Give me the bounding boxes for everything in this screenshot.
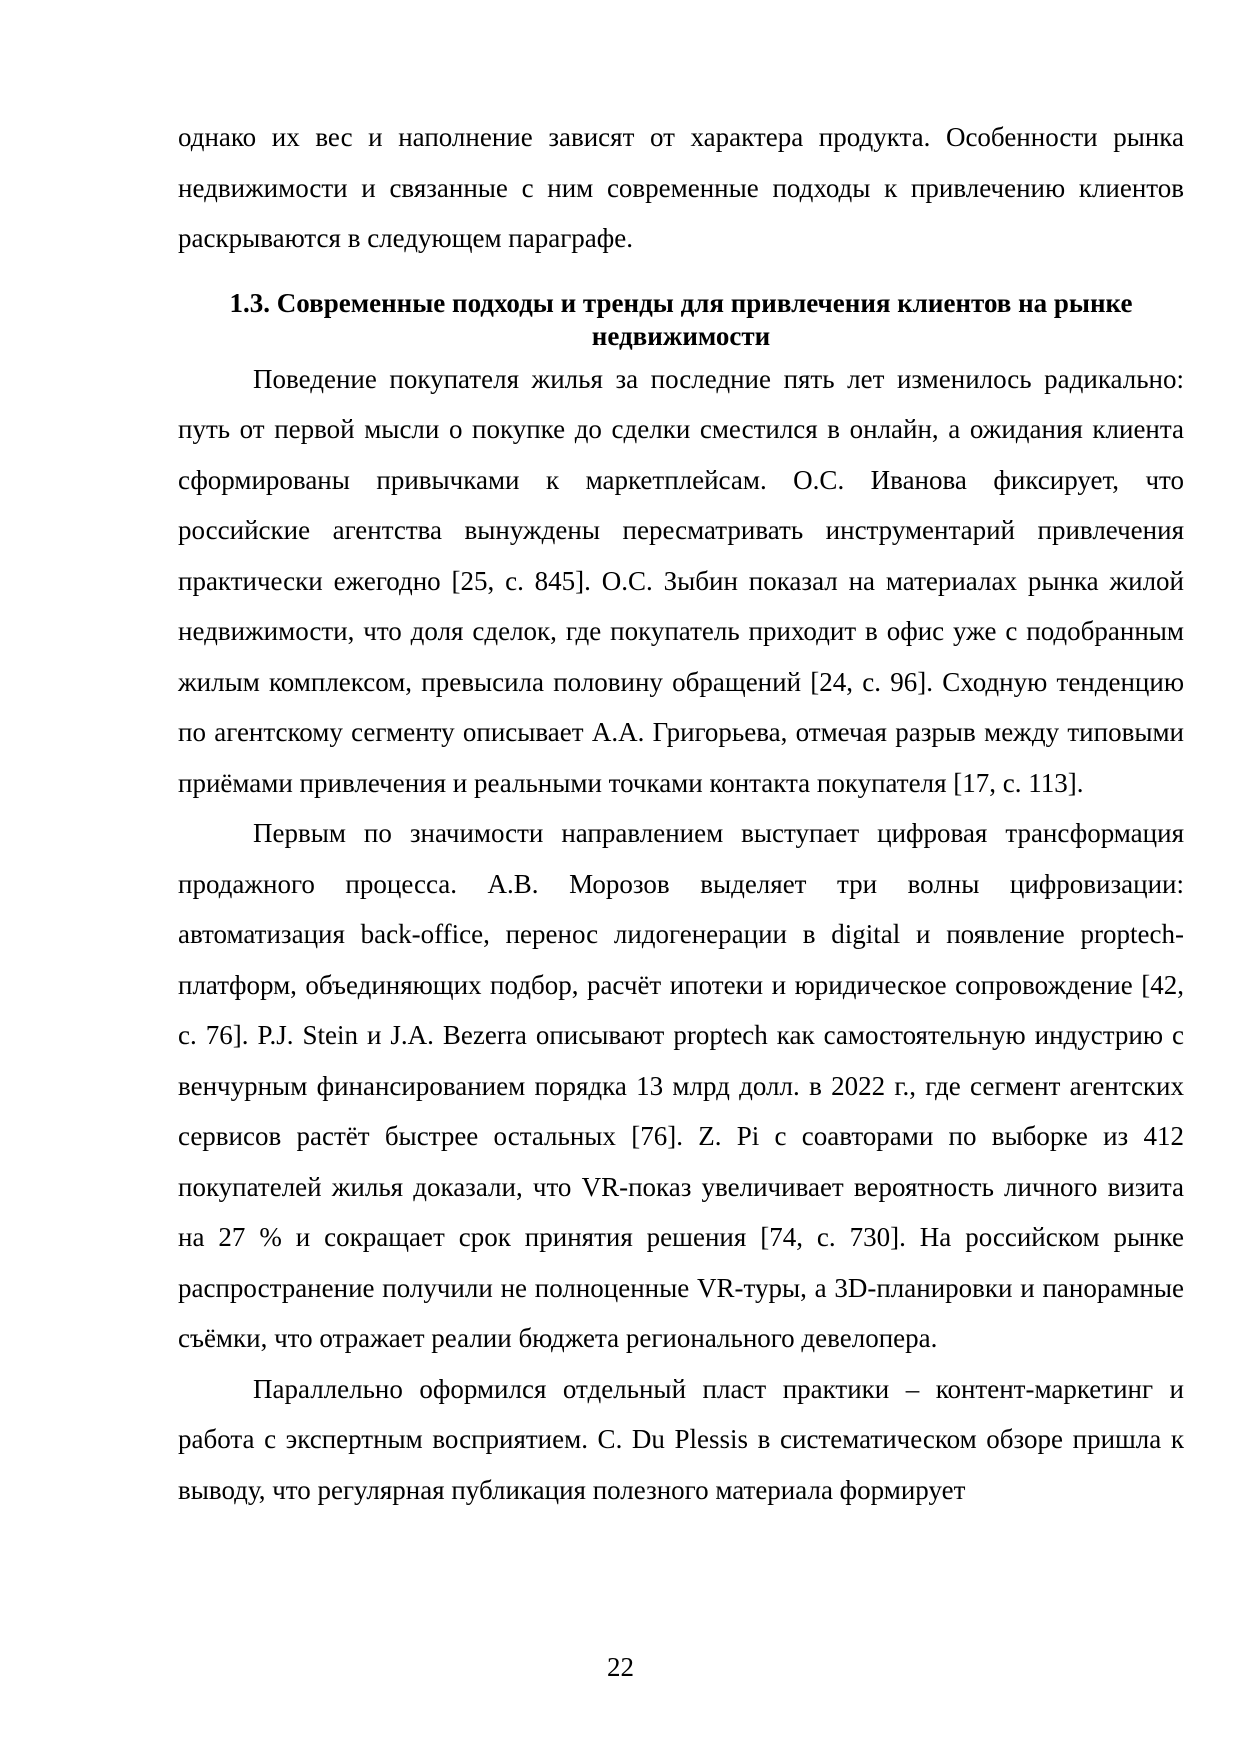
body-paragraph-1: Поведение покупателя жилья за последние пять лет изменилось радикально: путь от первой мысли о покупке до сделки сместился в онлайн, а ожидания клиента сформированы привычками к маркетплейсам. О.С. Иванова фиксирует, что российские агентства вынуждены пересматривать инструментарий привлечения практически ежегодно [25, с. 845]. О.С. Зыбин показал на материалах рынка жилой недвижимости, что доля сделок, где покупатель приходит в офис уже с подобранным жилым комплексом, превысила половину обращений [24, с. 96]. Сходную тенденцию по агентскому сегменту описывает А.А. Григорьева, отмечая разрыв между типовыми приёмами привлечения и реальными точками контакта покупателя [17, с. 113]. <box>178 363 1184 798</box>
section-heading: 1.3. Современные подходы и тренды для привлечения клиентов на рынке недвижимости <box>229 287 1133 351</box>
document-page <box>178 112 1184 1515</box>
body-paragraph-3: Параллельно оформился отдельный пласт практики – контент-маркетинг и работа с экспертным восприятием. C. Du Plessis в систематическом обзоре пришла к выводу, что регулярная публикация полезного материала формирует <box>178 1373 1184 1505</box>
page-number: 22 <box>607 1652 634 1682</box>
intro-paragraph: однако их вес и наполнение зависят от характера продукта. Особенности рынка недвижимости и связанные с ним современные подходы к привлечению клиентов раскрываются в следующем параграфе. <box>178 122 1184 253</box>
body-paragraph-2: Первым по значимости направлением выступает цифровая трансформация продажного процесса. А.В. Морозов выделяет три волны цифровизации: автоматизация back-office, перенос лидогенерации в digital и появление proptech-платформ, объединяющих подбор, расчёт ипотеки и юридическое сопровождение [42, с. 76]. P.J. Stein и J.A. Bezerra описывают proptech как самостоятельную индустрию с венчурным финансированием порядка 13 млрд долл. в 2022 г., где сегмент агентских сервисов растёт быстрее остальных [76]. Z. Pi с соавторами по выборке из 412 покупателей жилья доказали, что VR-показ увеличивает вероятность личного визита на 27 % и сокращает срок принятия решения [74, с. 730]. На российском рынке распространение получили не полноценные VR-туры, а 3D-планировки и панорамные съёмки, что отражает реалии бюджета регионального девелопера. <box>178 818 1184 1353</box>
